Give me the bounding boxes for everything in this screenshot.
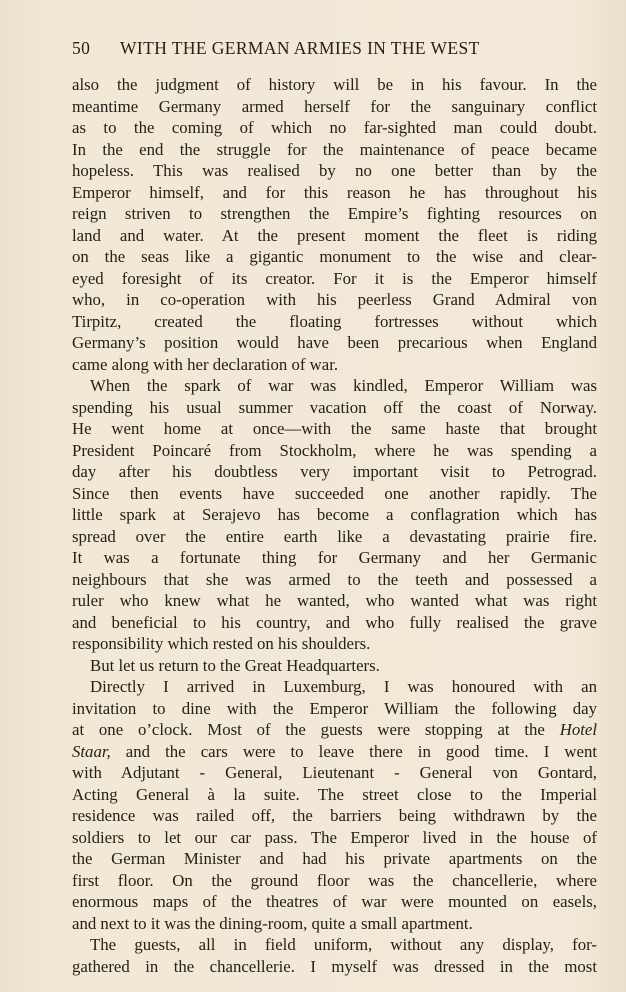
paragraph-first-line: When the spark of war was kindled, Emperor William was	[90, 376, 597, 395]
text-line: In the end the struggle for the maintenance of peace became	[72, 139, 597, 159]
text-line: It was a fortunate thing for Germany and her Germanic	[72, 548, 597, 567]
text-line: day after his doubtless very important visit to Petrograd.	[72, 462, 597, 481]
text-line: Since then events have succeeded one another rapidly. The	[72, 483, 597, 503]
text-line: ruler who knew what he wanted, who wanted what was right	[72, 591, 597, 610]
text-line: came along with her declaration of war.	[72, 354, 339, 374]
line-text: and the cars were to leave there in good time. I went	[110, 741, 597, 761]
text-line: also the judgment of history will be in his favour. In the	[72, 75, 597, 94]
text-line: eyed foresight of its creator. For it is the Emperor himself	[72, 268, 597, 288]
text-line: neighbours that she was armed to the teeth and possessed a	[72, 569, 597, 589]
page-number: 50	[72, 38, 91, 58]
paragraph-first-line: The guests, all in field uniform, without any display, for-	[90, 935, 597, 954]
text-line: meantime Germany armed herself for the sanguinary conflict	[72, 96, 597, 116]
text-line: Germany’s position would have been precarious when England	[72, 333, 597, 352]
text-line: reign striven to strengthen the Empire’s fighting resources on	[72, 204, 597, 223]
line-text: at one o’clock. Most of the guests were stopping at the	[72, 720, 545, 739]
running-head	[72, 38, 572, 60]
text-line	[72, 741, 597, 762]
text-line: who, in co-operation with his peerless Grand Admiral von	[72, 290, 597, 309]
text-line: soldiers to let our car pass. The Emperor lived in the house of	[72, 827, 597, 847]
text-line: responsibility which rested on his shoulders.	[72, 634, 371, 653]
text-line: as to the coming of which no far-sighted man could doubt.	[72, 118, 597, 137]
running-title: WITH THE GERMAN ARMIES IN THE WEST	[120, 38, 480, 58]
text-line: first floor. On the ground floor was the chancellerie, where	[72, 870, 597, 890]
text-line: Tirpitz, created the floating fortresses without which	[72, 311, 597, 331]
text-line	[72, 719, 597, 740]
paragraph-first-line: But let us return to the Great Headquarters.	[90, 655, 380, 675]
text-line: spread over the entire earth like a devastating prairie fire.	[72, 526, 597, 546]
text-line: the German Minister and had his private apartments on the	[72, 849, 597, 868]
text-line: enormous maps of the theatres of war were mounted on easels,	[72, 892, 597, 911]
text-line: on the seas like a gigantic monument to the wise and clear-	[72, 247, 597, 266]
text-line: gathered in the chancellerie. I myself was dressed in the most	[72, 956, 597, 976]
text-line: He went home at once—with the same haste that brought	[72, 419, 597, 438]
text-line: spending his usual summer vacation off the coast of Norway.	[72, 397, 597, 417]
text-line: and next to it was the dining-room, quite a small apartment.	[72, 913, 473, 933]
text-line: invitation to dine with the Emperor William the following day	[72, 698, 597, 718]
text-line: hopeless. This was realised by no one better than by the	[72, 161, 597, 180]
text-line: residence was railed off, the barriers being withdrawn by the	[72, 806, 597, 825]
text-line: Emperor himself, and for this reason he has throughout his	[72, 182, 597, 202]
paragraph-first-line: Directly I arrived in Luxemburg, I was honoured with an	[90, 677, 597, 696]
text-line: Acting General à la suite. The street close to the Imperial	[72, 784, 597, 804]
text-line: little spark at Serajevo has become a conflagration which has	[72, 505, 597, 524]
text-line: land and water. At the present moment the fleet is riding	[72, 225, 597, 245]
italic-hotel-name: Hotel	[559, 720, 597, 739]
text-line: with Adjutant - General, Lieutenant - General von Gontard,	[72, 763, 597, 782]
text-line: President Poincaré from Stockholm, where he was spending a	[72, 440, 597, 460]
text-line: and beneficial to his country, and who fully realised the grave	[72, 612, 597, 632]
italic-hotel-name: Staar,	[72, 741, 111, 761]
